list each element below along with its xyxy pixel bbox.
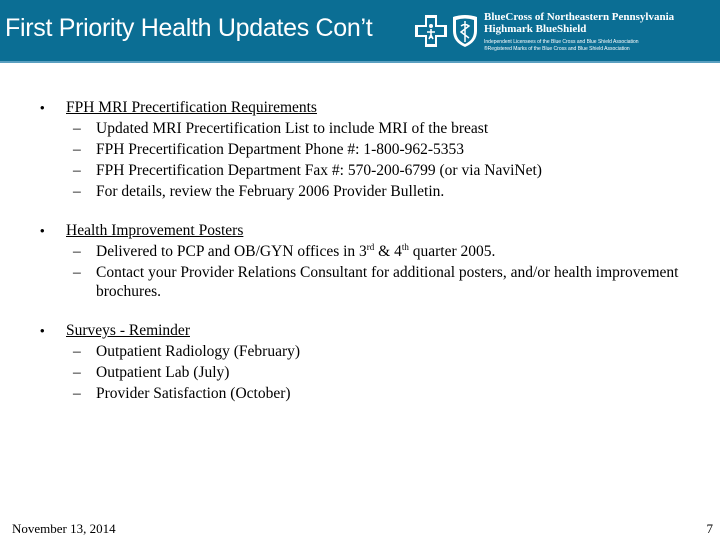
list-item: – FPH Precertification Department Phone #: 1-800-962-5353 <box>73 141 465 158</box>
blue-cross-icon <box>414 14 448 48</box>
section-heading: Health Improvement Posters <box>66 222 244 239</box>
list-item: – Provider Satisfaction (October) <box>73 385 291 402</box>
bullet-dot: • <box>40 100 45 115</box>
list-item: – Outpatient Lab (July) <box>73 364 230 381</box>
list-item: – Delivered to PCP and OB/GYN offices in 3rd & 4th quarter 2005. <box>73 242 496 260</box>
list-item: – Outpatient Radiology (February) <box>73 343 301 360</box>
list-item: – For details, review the February 2006 Provider Bulletin. <box>73 183 445 200</box>
slide-body <box>40 98 700 423</box>
bullet-item <box>40 221 700 240</box>
section-heading: Surveys - Reminder <box>66 322 190 339</box>
bullet-item <box>40 321 700 340</box>
bullet-dot: • <box>40 223 45 238</box>
slide-title: First Priority Health Updates Con’t <box>5 14 373 42</box>
list-item: – Updated MRI Precertification List to include MRI of the breast <box>73 120 489 137</box>
company-name-line-2: Highmark BlueShield <box>484 23 587 35</box>
company-name-line-1: BlueCross of Northeastern Pennsylvania <box>484 11 675 23</box>
list-item-text: Outpatient Radiology (February) <box>96 343 301 360</box>
bullet-item <box>40 98 700 117</box>
bullet-dot: • <box>40 323 45 338</box>
section-surveys <box>40 321 700 403</box>
list-item-text: Delivered to PCP and OB/GYN offices in 3rd & 4th quarter 2005. <box>96 242 496 260</box>
sub-list <box>40 242 700 301</box>
section-heading: FPH MRI Precertification Requirements <box>66 99 317 116</box>
list-item-text: Contact your Provider Relations Consultant for additional posters, and/or health improvement brochures. <box>96 264 679 300</box>
list-item: – Contact your Provider Relations Consultant for additional posters, and/or health improvement brochures. <box>73 264 679 300</box>
blue-shield-icon <box>451 14 479 48</box>
list-item-text: For details, review the February 2006 Provider Bulletin. <box>96 183 445 200</box>
company-block <box>484 11 718 52</box>
list-item-text: FPH Precertification Department Fax #: 570-200-6799 (or via NaviNet) <box>96 162 542 179</box>
list-item-text: Outpatient Lab (July) <box>96 364 230 381</box>
sub-list <box>40 119 700 201</box>
list-item: – FPH Precertification Department Fax #: 570-200-6799 (or via NaviNet) <box>73 162 542 179</box>
header-divider <box>0 61 720 63</box>
list-item-text: Updated MRI Precertification List to include MRI of the breast <box>96 120 489 137</box>
logo-group <box>414 14 478 48</box>
header-bar <box>0 0 720 61</box>
list-item-text: FPH Precertification Department Phone #: 1-800-962-5353 <box>96 141 465 158</box>
list-item-text: Provider Satisfaction (October) <box>96 385 291 402</box>
trademark-note: ®Registered Marks of the Blue Cross and Blue Shield Association <box>484 45 630 52</box>
footer-date: November 13, 2014 <box>12 521 116 536</box>
section-posters <box>40 221 700 301</box>
section-mri <box>40 98 700 201</box>
license-note: Independent Licensees of the Blue Cross and Blue Shield Association <box>484 39 639 45</box>
page-number: 7 <box>706 521 713 536</box>
sub-list <box>40 342 700 403</box>
